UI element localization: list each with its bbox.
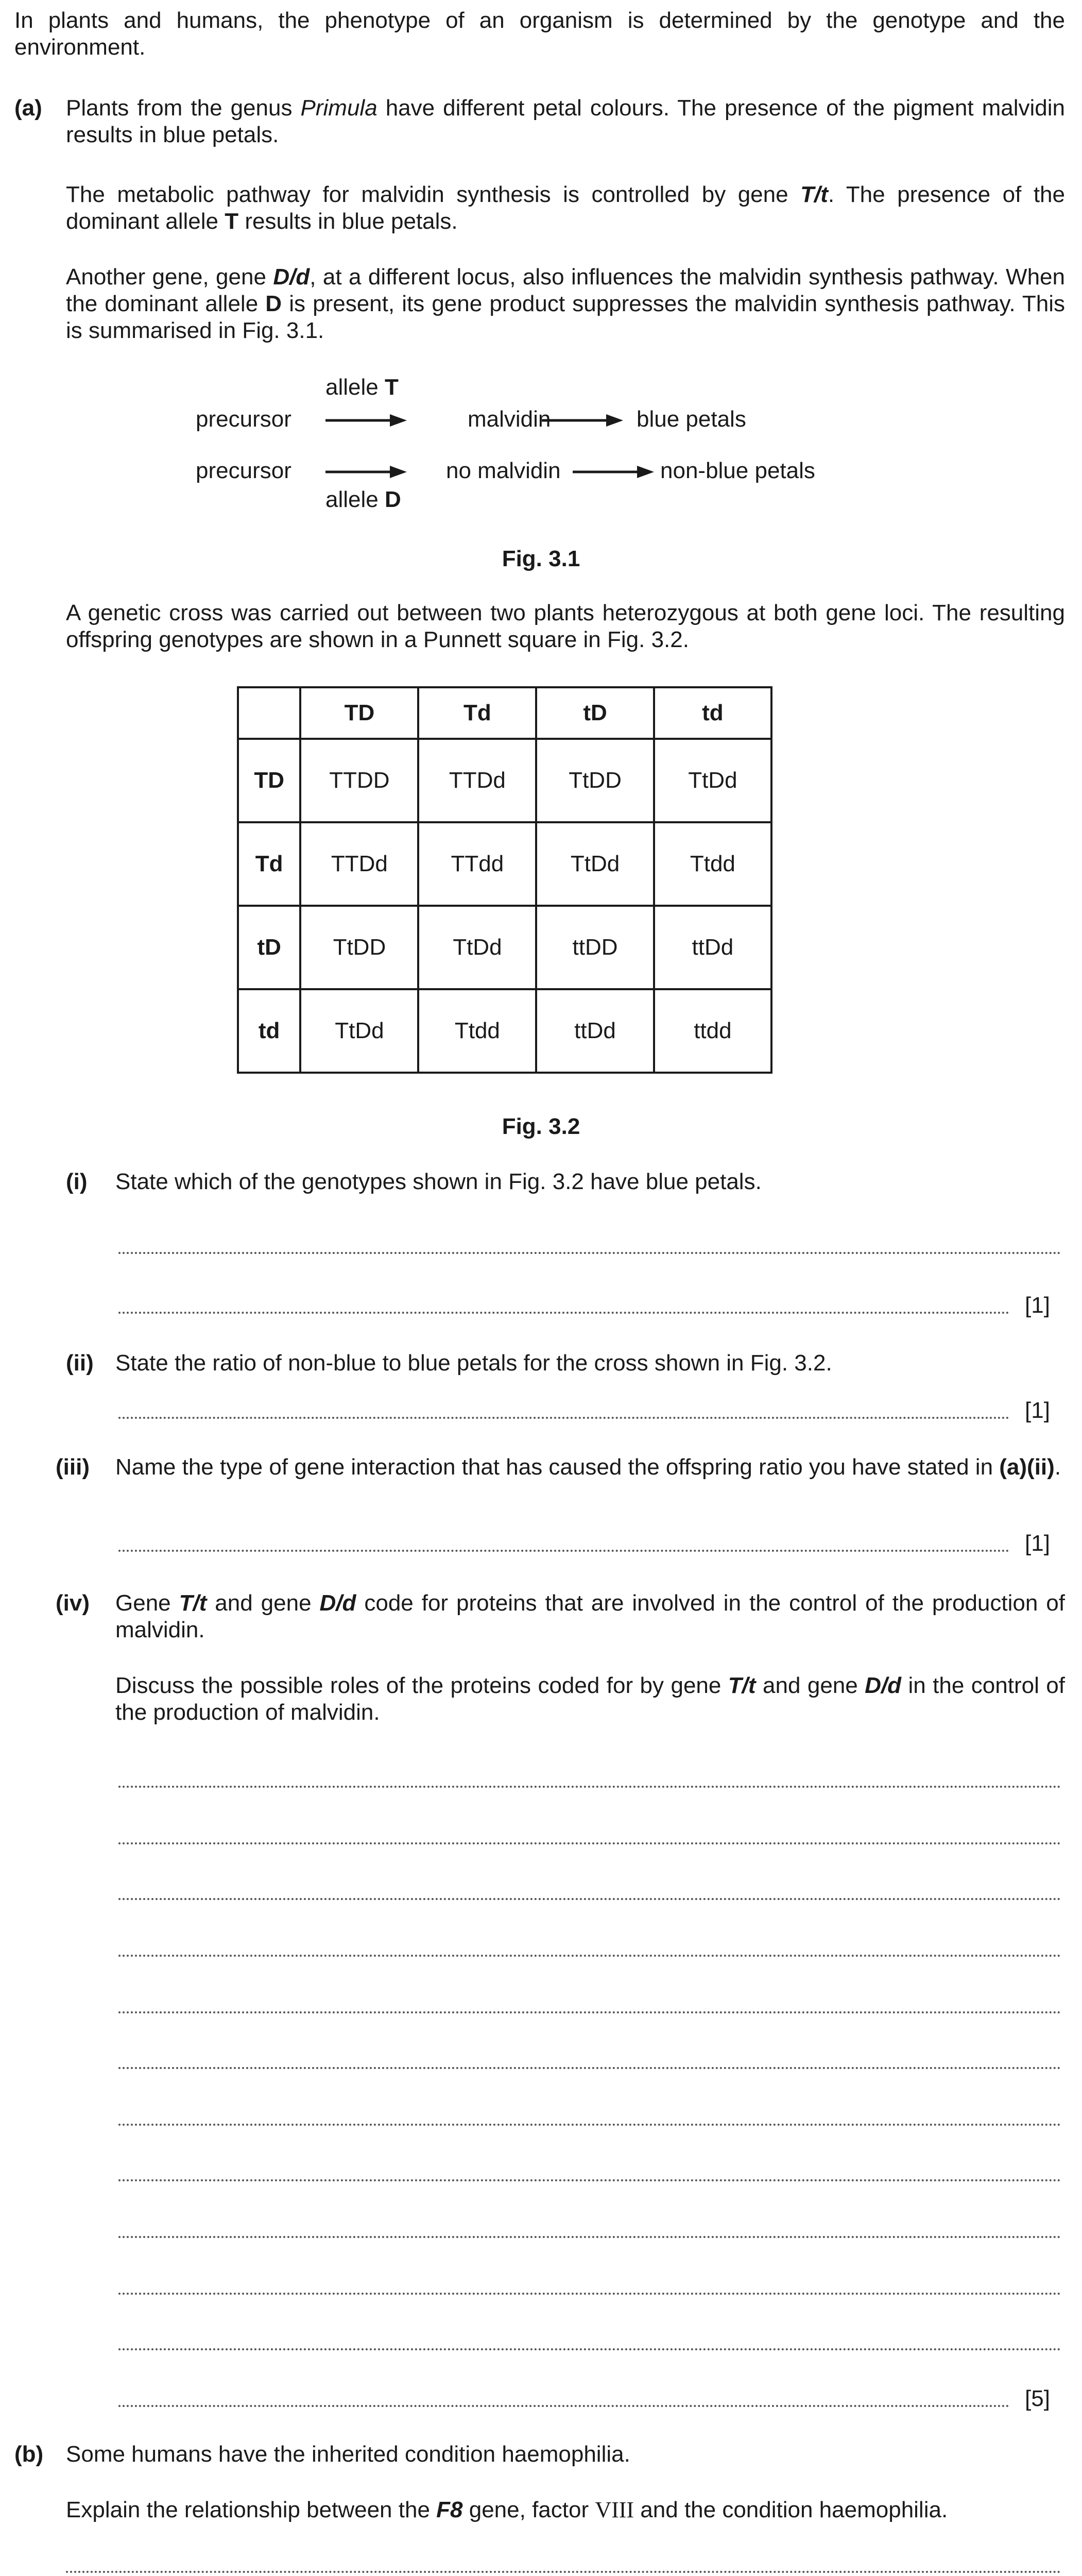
part-b-paragraph-2: Explain the relationship between the F8 gene, factor VIII and the condition haemophilia. (66, 2497, 948, 2522)
answer-line[interactable] (118, 1312, 1009, 1314)
genotype-cell: TtDd (536, 822, 654, 906)
mark-allocation: [5] (1025, 2386, 1050, 2411)
question-iv-label: (iv) (56, 1590, 90, 1616)
arrow-icon (573, 462, 655, 482)
answer-line[interactable] (118, 2011, 1061, 2013)
col-header: Td (418, 687, 536, 739)
answer-line[interactable] (118, 2179, 1061, 2181)
question-ii-label: (ii) (66, 1350, 94, 1376)
genotype-cell: ttdd (654, 989, 771, 1073)
question-i-label: (i) (66, 1169, 88, 1194)
allele-d-label: allele D (325, 487, 401, 512)
punnett-row (238, 739, 771, 822)
punnett-row (238, 989, 771, 1073)
no-malvidin-label: no malvidin (446, 458, 561, 483)
punnett-row (238, 822, 771, 906)
answer-line[interactable] (118, 2236, 1061, 2238)
row-header: TD (238, 739, 300, 822)
question-iv-paragraph-1: Gene T/t and gene D/d code for proteins that are involved in the control of the production of malvidin. (115, 1590, 1065, 1642)
genotype-cell: TTDd (418, 739, 536, 822)
punnett-row (238, 906, 771, 989)
punnett-square (237, 686, 772, 1074)
non-blue-petals-label: non-blue petals (660, 458, 815, 483)
part-a-label: (a) (14, 95, 42, 121)
answer-line[interactable] (118, 2405, 1009, 2407)
arrow-icon (325, 462, 408, 482)
precursor-label-2: precursor (196, 458, 291, 483)
mark-allocation: [1] (1025, 1293, 1050, 1318)
row-header: Td (238, 822, 300, 906)
fig-3-2-caption: Fig. 3.2 (502, 1114, 580, 1139)
arrow-icon (542, 410, 624, 431)
answer-line[interactable] (118, 1955, 1061, 1957)
genotype-cell: Ttdd (418, 989, 536, 1073)
genotype-cell: Ttdd (654, 822, 771, 906)
question-ii-text: State the ratio of non-blue to blue petals for the cross shown in Fig. 3.2. (115, 1350, 832, 1376)
genotype-cell: TtDd (418, 906, 536, 989)
genotype-cell: TTDd (300, 822, 418, 906)
answer-line[interactable] (118, 1550, 1009, 1552)
answer-line[interactable] (118, 1417, 1009, 1419)
blue-petals-label: blue petals (637, 406, 746, 432)
answer-line[interactable] (118, 1842, 1061, 1844)
row-header: tD (238, 906, 300, 989)
genotype-cell: TtDd (300, 989, 418, 1073)
genotype-cell: TtDD (300, 906, 418, 989)
arrow-icon (325, 410, 408, 431)
intro-text: In plants and humans, the phenotype of an organism is determined by the genotype and the environment. (14, 8, 1065, 60)
question-iv-paragraph-2: Discuss the possible roles of the proteins coded for by gene T/t and gene D/d in the control of the production of malvidin. (115, 1673, 1065, 1725)
answer-line[interactable] (118, 2124, 1061, 2126)
genotype-cell: TTDD (300, 739, 418, 822)
answer-line[interactable] (118, 1898, 1061, 1900)
answer-line[interactable] (66, 2571, 1061, 2573)
genotype-cell: ttDd (536, 989, 654, 1073)
malvidin-label: malvidin (468, 406, 551, 432)
answer-line[interactable] (118, 1786, 1061, 1788)
answer-line[interactable] (118, 2067, 1061, 2069)
genotype-cell: TTdd (418, 822, 536, 906)
genus-name: Primula (300, 95, 377, 121)
cross-description: A genetic cross was carried out between two plants heterozygous at both gene loci. The resulting offspring genotypes are shown in a Punnett square in Fig. 3.2. (66, 600, 1065, 652)
genotype-cell: ttDd (654, 906, 771, 989)
col-header: tD (536, 687, 654, 739)
corner-cell (238, 687, 300, 739)
answer-line[interactable] (118, 2348, 1061, 2350)
col-header: td (654, 687, 771, 739)
part-b-paragraph-1: Some humans have the inherited condition haemophilia. (66, 2442, 630, 2467)
col-header: TD (300, 687, 418, 739)
mark-allocation: [1] (1025, 1398, 1050, 1423)
part-a-paragraph-2: The metabolic pathway for malvidin synthesis is controlled by gene T/t. The presence of the dominant allele T results in blue petals. (66, 182, 1066, 234)
part-b-label: (b) (14, 2442, 44, 2467)
question-i-text: State which of the genotypes shown in Fig. 3.2 have blue petals. (115, 1169, 762, 1194)
question-iii-label: (iii) (56, 1454, 90, 1480)
allele-t-label: allele T (325, 375, 399, 400)
mark-allocation: [1] (1025, 1531, 1050, 1556)
row-header: td (238, 989, 300, 1073)
part-a-paragraph-1: Plants from the genus Primula have different petal colours. The presence of the pigment malvidin results in blue petals. (66, 95, 1065, 147)
precursor-label-1: precursor (196, 406, 291, 432)
answer-line[interactable] (118, 1252, 1061, 1254)
genotype-cell: TtDd (654, 739, 771, 822)
genotype-cell: ttDD (536, 906, 654, 989)
answer-line[interactable] (118, 2293, 1061, 2295)
genotype-cell: TtDD (536, 739, 654, 822)
fig-3-1-caption: Fig. 3.1 (502, 546, 580, 571)
part-a-paragraph-3: Another gene, gene D/d, at a different locus, also influences the malvidin synthesis pathway. When the dominant allele D is present, its gene product suppresses the malvidin synthesis pathway. This is summarised in Fig. 3.1. (66, 264, 1065, 343)
question-iii-text: Name the type of gene interaction that has caused the offspring ratio you have stated in (a)(ii). (115, 1454, 1061, 1480)
